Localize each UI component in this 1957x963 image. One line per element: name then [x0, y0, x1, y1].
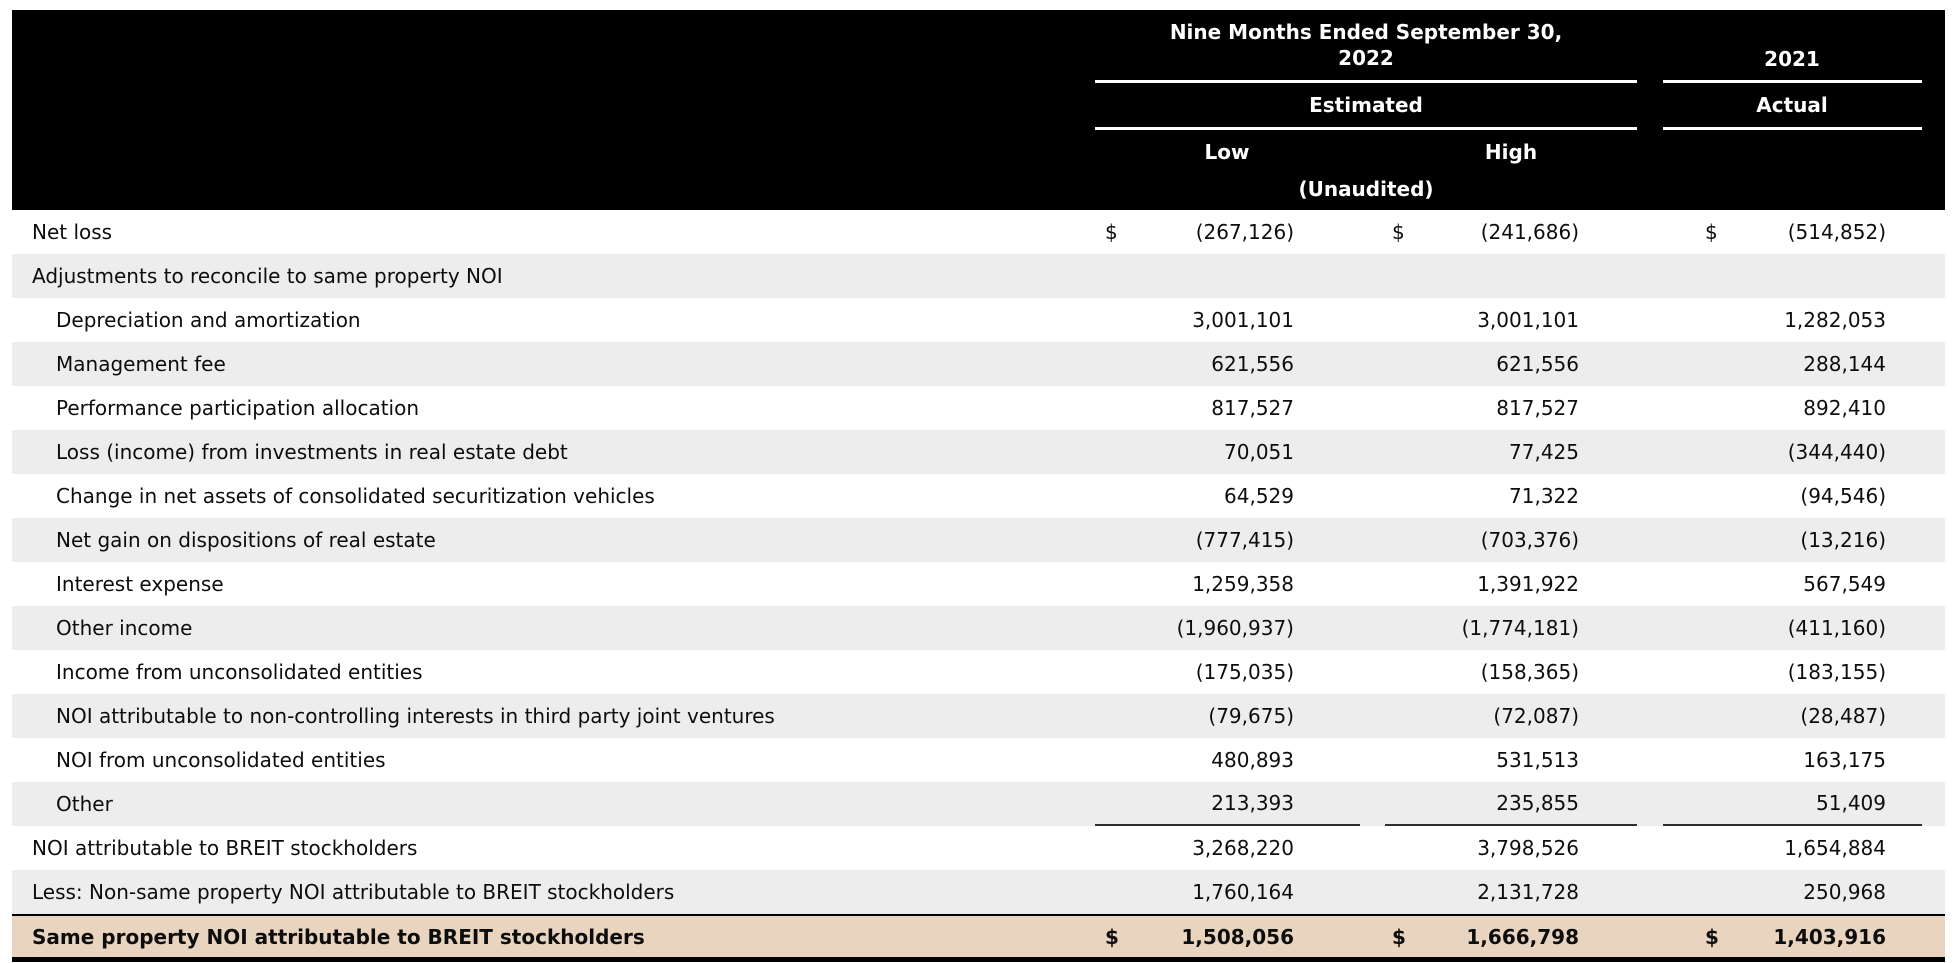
row-label: Other income — [56, 616, 193, 640]
cell-low — [1095, 562, 1360, 606]
period-line2: 2022 — [1338, 46, 1394, 70]
table-row — [12, 386, 1945, 430]
cell-low — [1095, 342, 1360, 386]
cell-2021-actual — [1663, 870, 1922, 914]
cell-low — [1095, 474, 1360, 518]
cell-high — [1385, 606, 1637, 650]
row-label: Management fee — [56, 352, 226, 376]
cell-value: 1,391,922 — [1477, 572, 1579, 596]
table-row — [12, 694, 1945, 738]
cell-value: (13,216) — [1800, 528, 1886, 552]
cell-value: 71,322 — [1509, 484, 1579, 508]
cell-value: 1,760,164 — [1192, 880, 1294, 904]
currency-symbol: $ — [1392, 924, 1406, 949]
table-row — [12, 430, 1945, 474]
cell-2021-actual — [1663, 210, 1922, 254]
table-row — [12, 650, 1945, 694]
row-label: Same property NOI attributable to BREIT stockholders — [32, 924, 645, 949]
row-label: Interest expense — [56, 572, 224, 596]
cell-value: 3,798,526 — [1477, 836, 1579, 860]
cell-value: 3,001,101 — [1192, 308, 1294, 332]
period-line1: Nine Months Ended September 30, — [1169, 20, 1563, 44]
currency-symbol: $ — [1705, 220, 1718, 244]
table-row — [12, 606, 1945, 650]
cell-low — [1095, 210, 1360, 254]
header-rule-2021-bottom — [1663, 127, 1922, 130]
cell-low — [1095, 782, 1360, 826]
cell-value: (241,686) — [1480, 220, 1579, 244]
cell-2021-actual — [1663, 430, 1922, 474]
cell-high — [1385, 386, 1637, 430]
subheader-estimated: Estimated — [1309, 93, 1423, 117]
cell-value: 1,403,916 — [1773, 924, 1886, 949]
table-row — [12, 254, 1945, 298]
cell-value: (158,365) — [1480, 660, 1579, 684]
cell-value: (267,126) — [1195, 220, 1294, 244]
table-row — [12, 298, 1945, 342]
table-row — [12, 342, 1945, 386]
cell-value: 3,001,101 — [1477, 308, 1579, 332]
cell-low — [1095, 298, 1360, 342]
row-label: Adjustments to reconcile to same property NOI — [32, 264, 503, 288]
cell-low — [1095, 386, 1360, 430]
cell-high — [1385, 430, 1637, 474]
column-header-high: High — [1484, 140, 1538, 164]
cell-high — [1385, 826, 1637, 870]
cell-2021-actual — [1663, 562, 1922, 606]
cell-value: (344,440) — [1787, 440, 1886, 464]
row-label: Change in net assets of consolidated securitization vehicles — [56, 484, 655, 508]
cell-value: 64,529 — [1224, 484, 1294, 508]
cell-value: (28,487) — [1800, 704, 1886, 728]
cell-high — [1385, 518, 1637, 562]
cell-low — [1095, 916, 1360, 957]
cell-2021-actual — [1663, 738, 1922, 782]
cell-value: 288,144 — [1803, 352, 1886, 376]
table-row — [12, 870, 1945, 914]
table-row — [12, 210, 1945, 254]
cell-2021-actual — [1663, 916, 1922, 957]
cell-high — [1385, 694, 1637, 738]
financial-table — [12, 10, 1945, 962]
cell-low — [1095, 738, 1360, 782]
cell-2021-actual — [1663, 254, 1922, 298]
cell-value: 70,051 — [1224, 440, 1294, 464]
row-label: NOI attributable to non-controlling interests in third party joint ventures — [56, 704, 775, 728]
cell-2021-actual — [1663, 298, 1922, 342]
cell-value: 892,410 — [1803, 396, 1886, 420]
cell-high — [1385, 870, 1637, 914]
cell-value: 1,508,056 — [1181, 924, 1294, 949]
table-header — [12, 10, 1945, 210]
cell-low — [1095, 518, 1360, 562]
cell-low — [1095, 870, 1360, 914]
cell-high — [1385, 562, 1637, 606]
cell-value: 621,556 — [1211, 352, 1294, 376]
currency-symbol: $ — [1105, 924, 1119, 949]
cell-2021-actual — [1663, 694, 1922, 738]
cell-value: 817,527 — [1496, 396, 1579, 420]
cell-value: (777,415) — [1195, 528, 1294, 552]
cell-low — [1095, 650, 1360, 694]
row-label: Depreciation and amortization — [56, 308, 361, 332]
row-label: Net loss — [32, 220, 113, 244]
header-rule-2021-top — [1663, 80, 1922, 83]
cell-value: 1,666,798 — [1466, 924, 1579, 949]
currency-symbol: $ — [1105, 220, 1118, 244]
cell-value: (183,155) — [1787, 660, 1886, 684]
currency-symbol: $ — [1392, 220, 1405, 244]
cell-value: 2,131,728 — [1477, 880, 1579, 904]
row-label: NOI from unconsolidated entities — [56, 748, 386, 772]
cell-2021-actual — [1663, 386, 1922, 430]
cell-value: 1,654,884 — [1784, 836, 1886, 860]
column-group-2022-title — [1170, 19, 1562, 71]
cell-2021-actual — [1663, 606, 1922, 650]
cell-2021-actual — [1663, 518, 1922, 562]
cell-value: (411,160) — [1787, 616, 1886, 640]
currency-symbol: $ — [1705, 924, 1719, 949]
cell-value: 77,425 — [1509, 440, 1579, 464]
cell-high — [1385, 650, 1637, 694]
table-body — [12, 210, 1945, 962]
cell-2021-actual — [1663, 342, 1922, 386]
cell-value: 250,968 — [1803, 880, 1886, 904]
row-label: NOI attributable to BREIT stockholders — [32, 836, 418, 860]
header-rule-2022-top — [1095, 80, 1637, 83]
row-label: Loss (income) from investments in real estate debt — [56, 440, 568, 464]
cell-high — [1385, 782, 1637, 826]
column-group-2021-title: 2021 — [1764, 47, 1820, 71]
table-row — [12, 562, 1945, 606]
cell-low — [1095, 826, 1360, 870]
row-label: Less: Non-same property NOI attributable to BREIT stockholders — [32, 880, 675, 904]
table-row — [12, 914, 1945, 962]
cell-low — [1095, 430, 1360, 474]
cell-value: (514,852) — [1787, 220, 1886, 244]
row-label: Net gain on dispositions of real estate — [56, 528, 436, 552]
cell-2021-actual — [1663, 782, 1922, 826]
cell-value: 621,556 — [1496, 352, 1579, 376]
cell-value: (175,035) — [1195, 660, 1294, 684]
cell-high — [1385, 916, 1637, 957]
unaudited-note: (Unaudited) — [1298, 177, 1434, 201]
cell-value: 531,513 — [1496, 748, 1579, 772]
cell-value: 567,549 — [1803, 572, 1886, 596]
cell-value: 3,268,220 — [1192, 836, 1294, 860]
row-label: Performance participation allocation — [56, 396, 420, 420]
cell-value: (1,960,937) — [1176, 616, 1294, 640]
cell-high — [1385, 474, 1637, 518]
cell-value: 163,175 — [1803, 748, 1886, 772]
cell-value: (703,376) — [1480, 528, 1579, 552]
cell-value: 817,527 — [1211, 396, 1294, 420]
cell-value: 1,259,358 — [1192, 572, 1294, 596]
cell-2021-actual — [1663, 826, 1922, 870]
cell-value: 480,893 — [1211, 748, 1294, 772]
cell-value: 213,393 — [1211, 791, 1294, 815]
table-row — [12, 738, 1945, 782]
cell-value: 1,282,053 — [1784, 308, 1886, 332]
header-rule-2022-bottom — [1095, 127, 1637, 130]
column-header-low: Low — [1204, 140, 1250, 164]
cell-low — [1095, 694, 1360, 738]
cell-value: (79,675) — [1208, 704, 1294, 728]
row-label: Other — [56, 792, 113, 816]
cell-value: (94,546) — [1800, 484, 1886, 508]
table-row — [12, 474, 1945, 518]
cell-value: 51,409 — [1816, 791, 1886, 815]
cell-value: 235,855 — [1496, 791, 1579, 815]
table-row — [12, 782, 1945, 826]
table-row — [12, 826, 1945, 870]
cell-high — [1385, 298, 1637, 342]
cell-2021-actual — [1663, 650, 1922, 694]
cell-high — [1385, 342, 1637, 386]
cell-high — [1385, 210, 1637, 254]
cell-low — [1095, 606, 1360, 650]
cell-2021-actual — [1663, 474, 1922, 518]
cell-low — [1095, 254, 1360, 298]
row-label: Income from unconsolidated entities — [56, 660, 423, 684]
table-row — [12, 518, 1945, 562]
cell-high — [1385, 254, 1637, 298]
cell-high — [1385, 738, 1637, 782]
cell-value: (1,774,181) — [1461, 616, 1579, 640]
cell-value: (72,087) — [1493, 704, 1579, 728]
subheader-actual: Actual — [1756, 93, 1828, 117]
